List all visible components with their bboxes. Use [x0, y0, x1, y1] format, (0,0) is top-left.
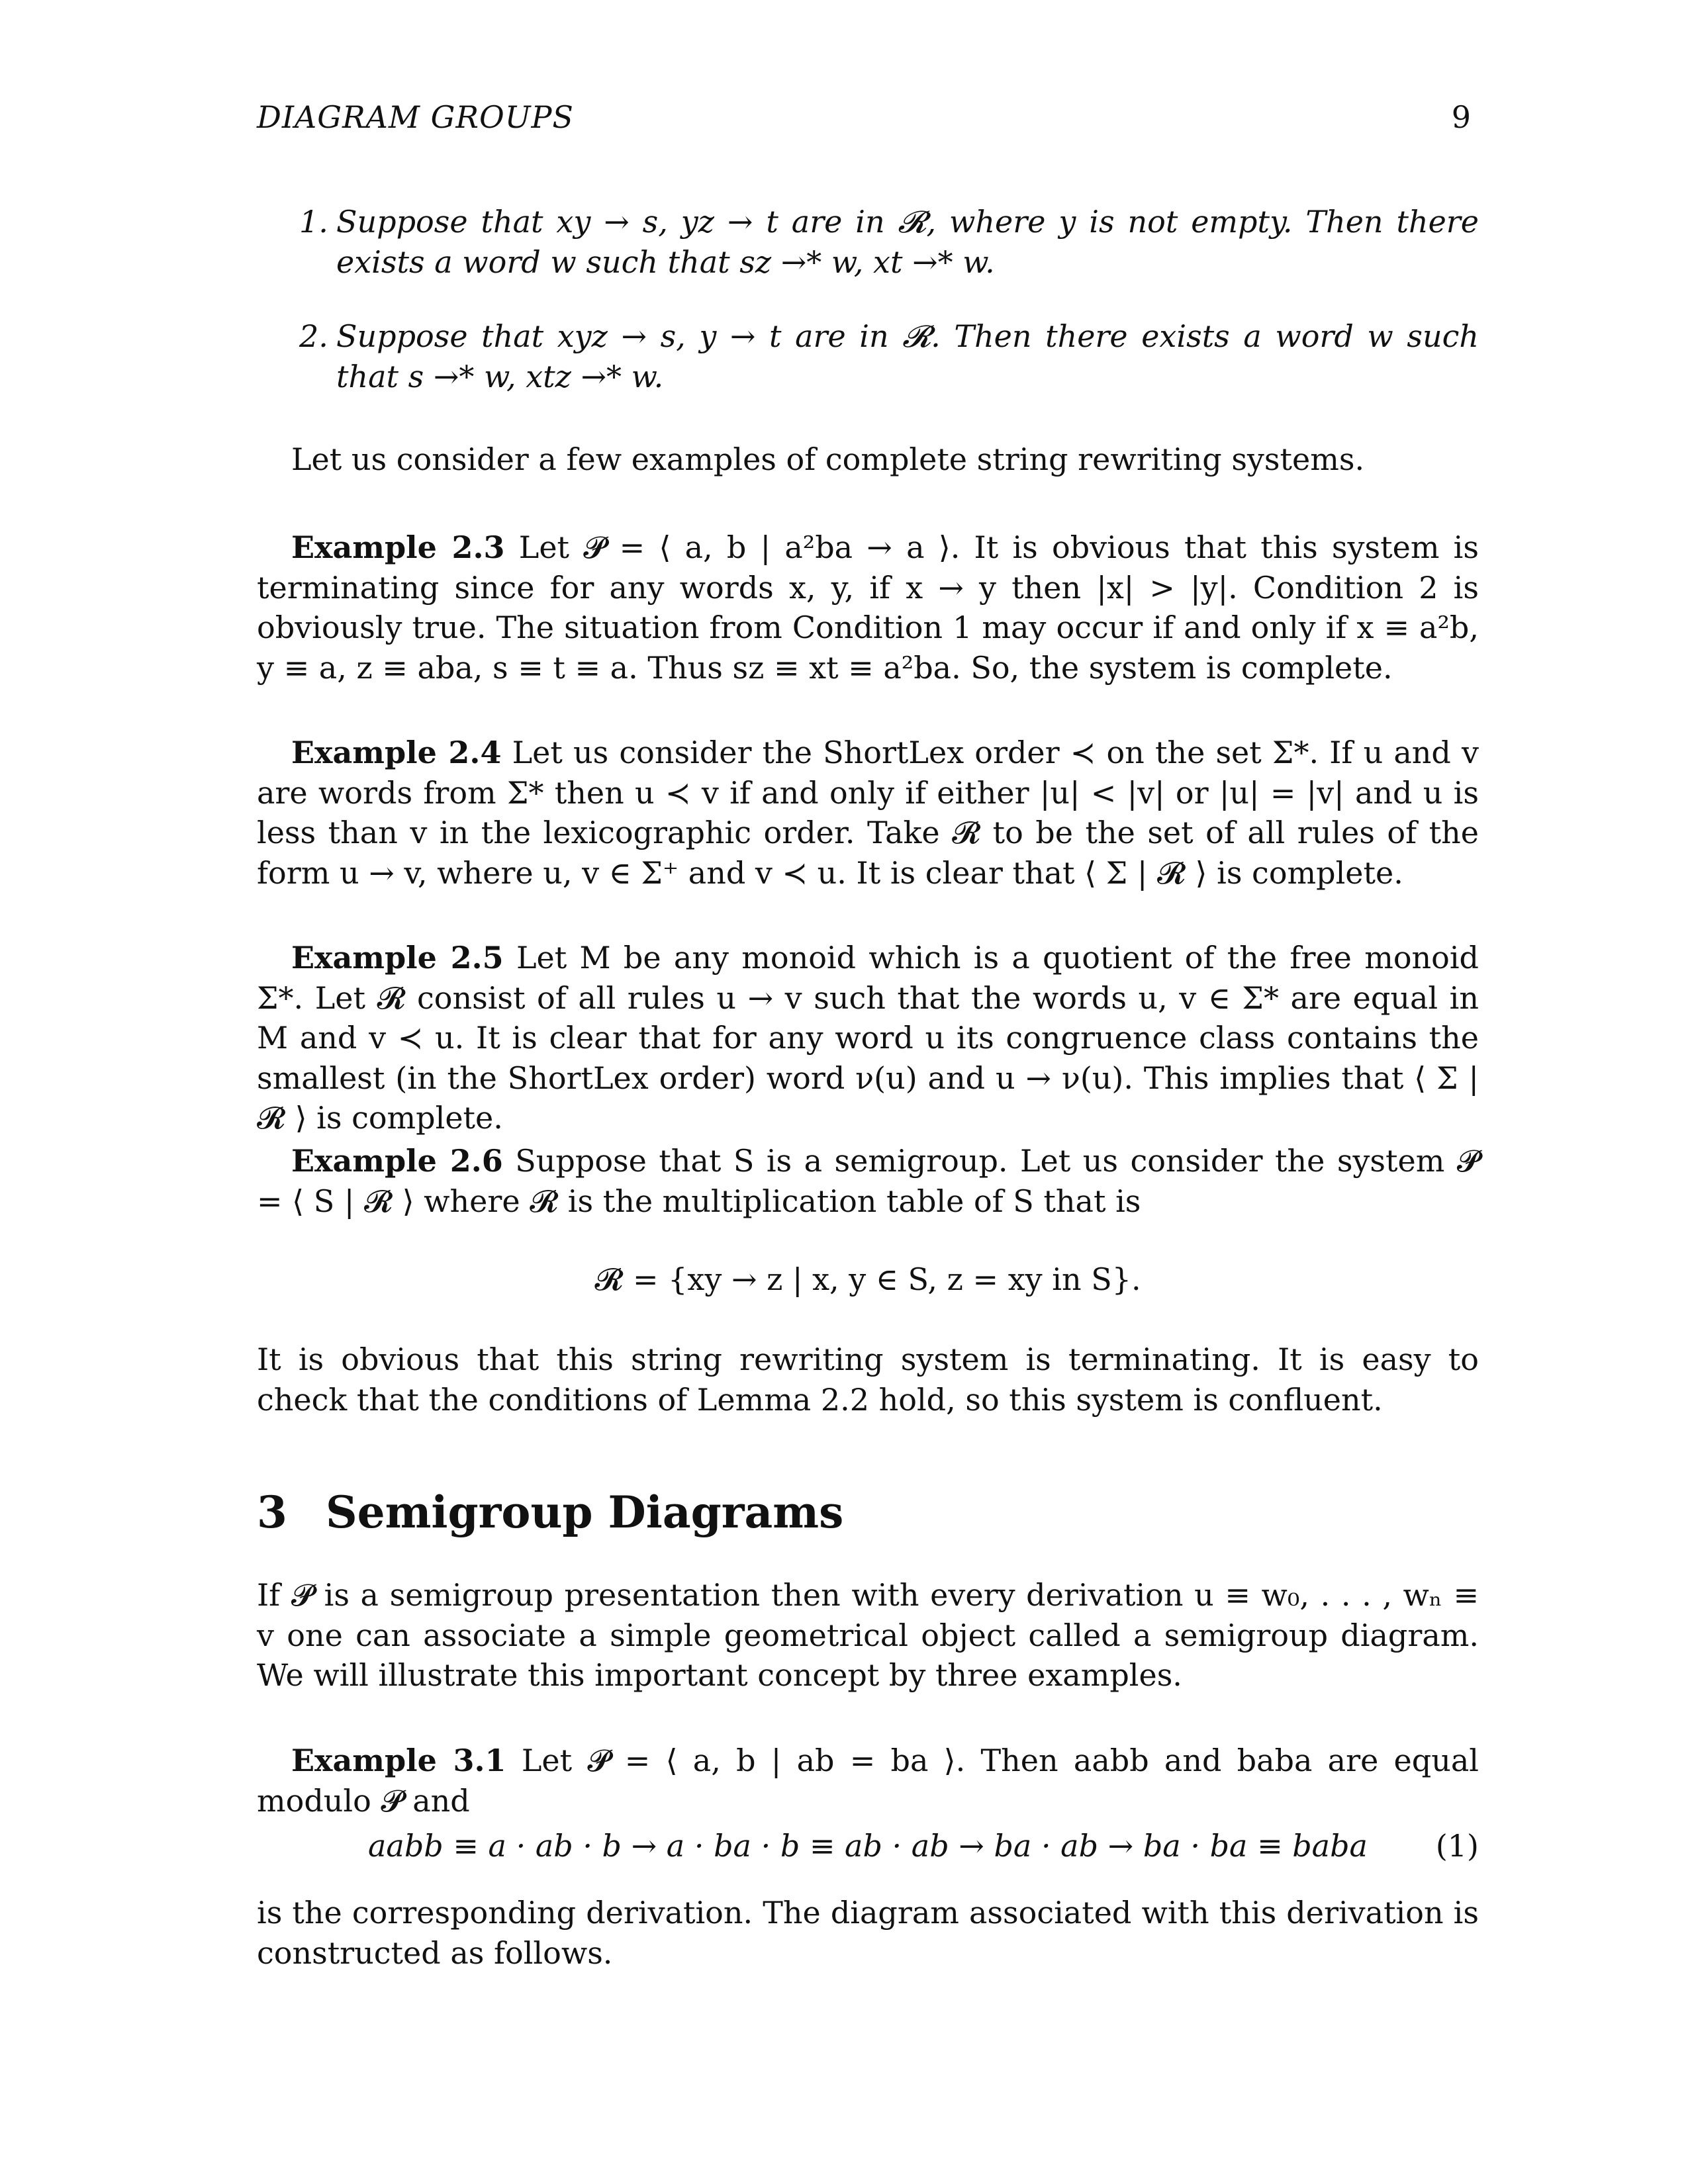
- intro-paragraph: Let us consider a few examples of complete string rewriting systems.: [291, 441, 1365, 477]
- display-equation: 𝓡 = {xy → z | x, y ∈ S, z = xy in S}.: [594, 1261, 1141, 1297]
- section-intro-paragraph: If 𝓟 is a semigroup presentation then with every derivation u ≡ w₀, . . . , wₙ ≡ v one can associate a simple geometrical object called a semigroup diagram. We will illustrate this important concept by three examples.: [257, 1577, 1479, 1693]
- derivation-equation: [257, 1828, 1479, 1864]
- example-2-3: [257, 527, 1479, 688]
- example-2-4: [257, 733, 1479, 893]
- example-label: Example 3.1: [291, 1743, 506, 1778]
- example-text: Suppose that S is a semigroup. Let us consider the system 𝓟 = ⟨ S | 𝓡 ⟩ where 𝓡 is the multiplication table of S that is: [257, 1143, 1479, 1219]
- section-title: Semigroup Diagrams: [325, 1486, 844, 1538]
- running-head: DIAGRAM GROUPS: [257, 99, 574, 135]
- equation-number: (1): [1435, 1828, 1479, 1864]
- item-text: Suppose that xy → s, yz → t are in 𝓡, where y is not empty. Then there exists a word w such that sz →* w, xt →* w.: [336, 204, 1479, 280]
- page-number: 9: [1451, 99, 1471, 135]
- example-text: Let 𝓟 = ⟨ a, b | ab = ba ⟩. Then aabb and baba are equal modulo 𝓟 and: [257, 1743, 1479, 1819]
- example-3-1: [257, 1741, 1479, 1821]
- derivation-formula: aabb ≡ a · ab · b → a · ba · b ≡ ab · ab → ba · ab → ba · ba ≡ baba: [368, 1828, 1368, 1864]
- example-2-6: [257, 1141, 1479, 1221]
- after-equation-paragraph: It is obvious that this string rewriting system is terminating. It is easy to check that the conditions of Lemma 2.2 hold, so this system is confluent.: [257, 1342, 1479, 1418]
- example-label: Example 2.4: [291, 735, 502, 770]
- item-number: 1.: [299, 204, 328, 240]
- item-text: Suppose that xyz → s, y → t are in 𝓡. Then there exists a word w such that s →* w, xtz →* w.: [336, 318, 1479, 394]
- example-label: Example 2.6: [291, 1143, 503, 1179]
- section-number: 3: [257, 1486, 287, 1538]
- item-number: 2.: [299, 318, 328, 354]
- example-label: Example 2.5: [291, 940, 504, 976]
- example-text: Let 𝓟 = ⟨ a, b | a²ba → a ⟩. It is obvious that this system is terminating since for any words x, y, if x → y then |x| > |y|. Condition 2 is obviously true. The situation from Condition 1 may occur if and only if x ≡ a²b, y ≡ a, z ≡ aba, s ≡ t ≡ a. Thus sz ≡ xt ≡ a²ba. So, the system is complete.: [257, 529, 1479, 686]
- example-text: Let M be any monoid which is a quotient of the free monoid Σ*. Let 𝓡 consist of all rules u → v such that the words u, v ∈ Σ* are equal in M and v ≺ u. It is clear that for any word u its congruence class contains the smallest (in the ShortLex order) word ν(u) and u → ν(u). This implies that ⟨ Σ | 𝓡 ⟩ is complete.: [257, 940, 1479, 1136]
- list-item: [299, 316, 1479, 396]
- section-heading: [257, 1486, 843, 1538]
- closing-paragraph: is the corresponding derivation. The diagram associated with this derivation is constructed as follows.: [257, 1895, 1479, 1971]
- list-item: [299, 202, 1479, 282]
- example-2-5: [257, 938, 1479, 1138]
- example-label: Example 2.3: [291, 529, 505, 565]
- example-text: Let us consider the ShortLex order ≺ on the set Σ*. If u and v are words from Σ* then u ≺ v if and only if either |u| < |v| or |u| = |v| and u is less than v in the lexicographic order. Take 𝓡 to be the set of all rules of the form u → v, where u, v ∈ Σ⁺ and v ≺ u. It is clear that ⟨ Σ | 𝓡 ⟩ is complete.: [257, 735, 1479, 891]
